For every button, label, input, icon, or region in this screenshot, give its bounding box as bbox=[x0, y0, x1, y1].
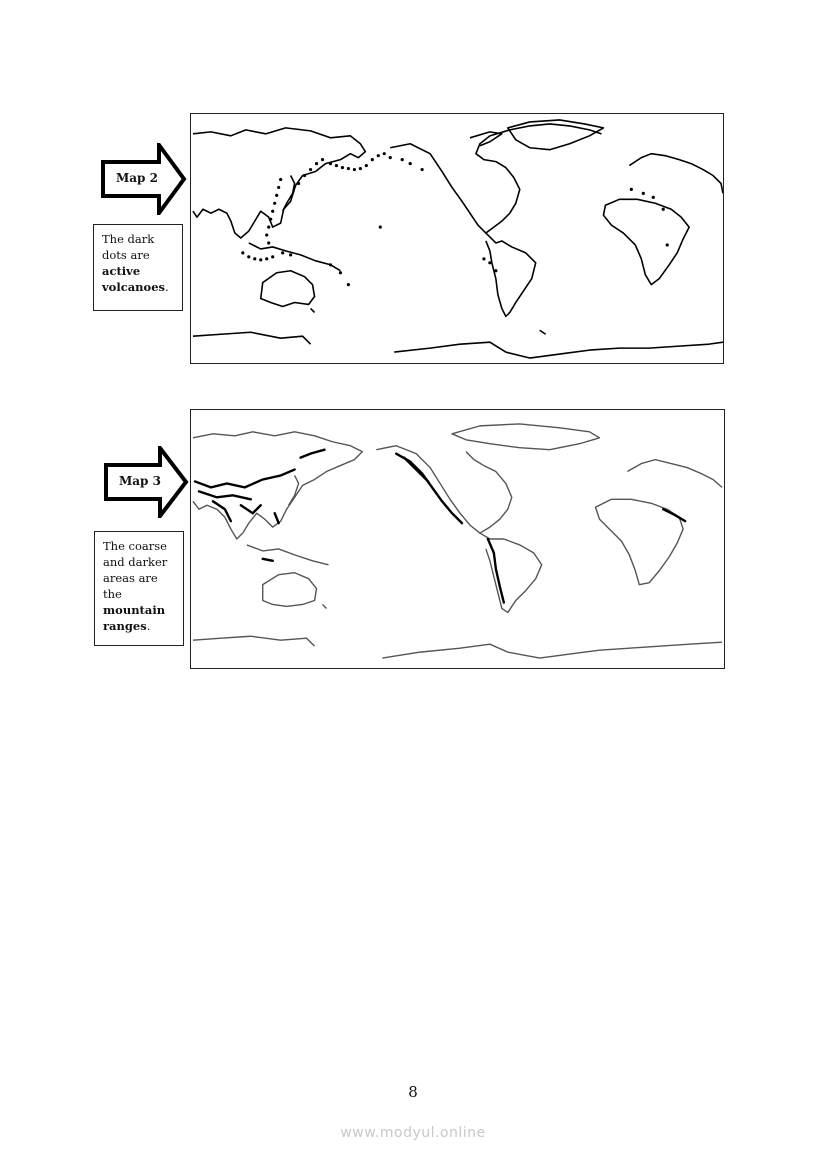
map3-svg bbox=[191, 410, 724, 668]
map3-caption-bold: mountain ranges bbox=[103, 603, 166, 633]
australia-outline bbox=[263, 573, 317, 607]
volcano-dots bbox=[241, 152, 669, 286]
map2-svg bbox=[191, 114, 723, 363]
north-america-outline bbox=[390, 124, 601, 233]
map2-world-map bbox=[190, 113, 724, 364]
japan-outline bbox=[283, 176, 295, 212]
greenland-outline bbox=[452, 424, 599, 450]
seasia-outline bbox=[249, 243, 341, 271]
map3-label: Map 3 bbox=[119, 474, 161, 488]
map2-caption-end: . bbox=[165, 280, 169, 294]
watermark: www.modyul.online bbox=[340, 1125, 486, 1141]
asia-outline bbox=[193, 128, 365, 238]
map3-world-map bbox=[190, 409, 725, 669]
europe-outline bbox=[629, 154, 723, 194]
north-america-outline bbox=[376, 446, 511, 533]
australia-outline bbox=[261, 271, 315, 307]
map2-label: Map 2 bbox=[116, 171, 158, 185]
south-america-outline bbox=[486, 233, 536, 316]
map3-caption-end: . bbox=[146, 619, 151, 633]
antarctica-outline bbox=[193, 636, 315, 646]
map3-caption bbox=[94, 531, 184, 646]
map2-caption-bold: active volcanoes bbox=[102, 264, 165, 294]
page-number: 8 bbox=[408, 1083, 418, 1101]
map2-caption bbox=[93, 224, 183, 311]
mountain-ranges bbox=[195, 450, 685, 603]
map3-caption-text: The coarse and darker areas are the bbox=[103, 539, 168, 601]
map2-caption-text: The dark dots are bbox=[102, 232, 155, 262]
europe-outline bbox=[627, 460, 722, 488]
africa-outline bbox=[603, 199, 689, 284]
antarctica-outline bbox=[193, 332, 311, 344]
